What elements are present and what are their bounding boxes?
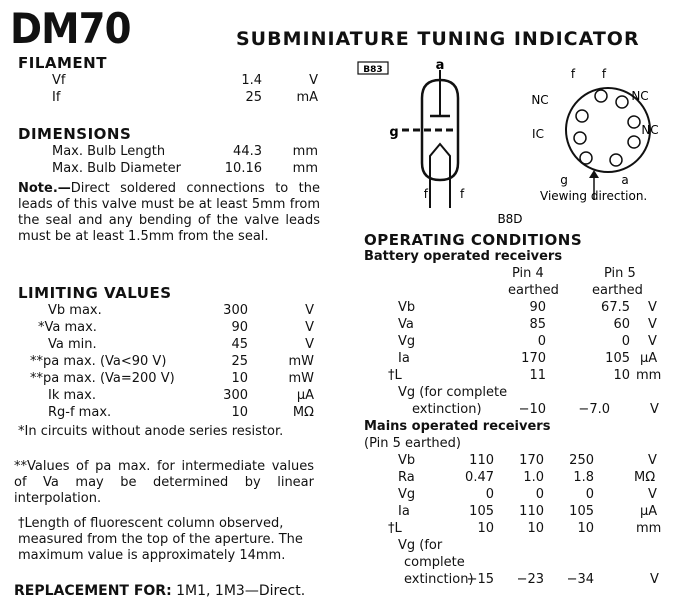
battery-value: 170 xyxy=(521,351,546,366)
mains-heading: Mains operated receivers xyxy=(364,419,551,434)
battery-value: 105 xyxy=(605,351,630,366)
dimensions-heading: DIMENSIONS xyxy=(18,125,132,143)
battery-value: 0 xyxy=(537,334,546,349)
mains-value: 1.8 xyxy=(573,470,594,485)
mains-extinction-label: Vg (for xyxy=(398,538,443,553)
limit-label: **pa max. (Va=200 V) xyxy=(30,371,175,386)
battery-unit: V xyxy=(648,317,657,332)
dimension-value: 10.16 xyxy=(224,161,262,176)
col-header-earthed: earthed xyxy=(508,283,559,298)
col-header-pin5: Pin 5 xyxy=(604,266,636,281)
base-label-f2: f xyxy=(601,67,607,81)
battery-unit: V xyxy=(648,334,657,349)
limit-value: 45 xyxy=(231,337,248,352)
mains-value: 0 xyxy=(535,487,544,502)
filament-unit: V xyxy=(309,73,318,88)
limit-label: Ik max. xyxy=(48,388,96,403)
base-pin xyxy=(610,154,622,166)
battery-unit: mm xyxy=(636,368,662,383)
mains-value: 10 xyxy=(477,521,494,536)
battery-label: Va xyxy=(398,317,414,332)
battery-value: 11 xyxy=(529,368,546,383)
limit-value: 300 xyxy=(223,303,248,318)
footnote-asterisk: *In circuits without anode series resistor. xyxy=(18,424,284,439)
mains-unit: µA xyxy=(640,504,658,519)
base-label-g: g xyxy=(560,173,568,187)
limit-value: 10 xyxy=(231,405,248,420)
mains-value: 0.47 xyxy=(465,470,494,485)
limit-unit: V xyxy=(305,337,314,352)
limit-value: 300 xyxy=(223,388,248,403)
mains-unit: mm xyxy=(636,521,662,536)
battery-label: †L xyxy=(388,368,402,383)
mains-extinction-value: −34 xyxy=(566,572,594,587)
battery-value: 0 xyxy=(621,334,630,349)
limit-label: *Va max. xyxy=(38,320,97,335)
limit-label: Va min. xyxy=(48,337,97,352)
battery-value: 10 xyxy=(613,368,630,383)
base-code: B8D xyxy=(497,212,523,226)
base-pin xyxy=(595,90,607,102)
limit-unit: V xyxy=(305,320,314,335)
mains-value: 0 xyxy=(585,487,594,502)
mains-unit: V xyxy=(648,487,657,502)
filament-label: If xyxy=(52,90,61,105)
battery-extinction-label: extinction) xyxy=(412,402,482,417)
mains-value: 10 xyxy=(577,521,594,536)
filament-heading: FILAMENT xyxy=(18,54,107,72)
col-header-earthed: earthed xyxy=(592,283,643,298)
dimension-label: Max. Bulb Diameter xyxy=(52,161,181,176)
battery-label: Ia xyxy=(398,351,410,366)
mains-label: Vb xyxy=(398,453,416,468)
filament-label: Vf xyxy=(52,73,66,88)
base-pin xyxy=(576,110,588,122)
dimensions-note xyxy=(18,181,320,245)
limit-unit: mW xyxy=(288,371,314,386)
mains-value: 170 xyxy=(519,453,544,468)
dimension-unit: mm xyxy=(292,161,318,176)
mains-value: 105 xyxy=(569,504,594,519)
mains-value: 110 xyxy=(469,453,494,468)
base-label-nc1: NC xyxy=(531,93,549,107)
filament-value: 1.4 xyxy=(241,73,262,88)
battery-value: 90 xyxy=(529,300,546,315)
page-title: DM70 xyxy=(10,4,131,53)
valve-diagram xyxy=(350,58,680,226)
mains-value: 110 xyxy=(519,504,544,519)
battery-value: 85 xyxy=(529,317,546,332)
footnote-double-asterisk: **Values of pa max. for intermediate values of Va may be determined by linear interpolation. xyxy=(14,459,314,506)
limit-unit: V xyxy=(305,303,314,318)
mains-extinction-value: −23 xyxy=(516,572,544,587)
limit-label: **pa max. (Va<90 V) xyxy=(30,354,167,369)
battery-value: 60 xyxy=(613,317,630,332)
base-label-ic: IC xyxy=(532,127,544,141)
mains-label: Ia xyxy=(398,504,410,519)
filament-value: 25 xyxy=(245,90,262,105)
base-pin xyxy=(616,96,628,108)
mains-extinction-value: −15 xyxy=(466,572,494,587)
limit-unit: mW xyxy=(288,354,314,369)
viewing-direction: Viewing direction. xyxy=(540,189,648,203)
operating-heading: OPERATING CONDITIONS xyxy=(364,231,583,249)
limit-value: 25 xyxy=(231,354,248,369)
battery-heading: Battery operated receivers xyxy=(364,249,563,264)
mains-value: 0 xyxy=(485,487,494,502)
mains-unit: V xyxy=(648,453,657,468)
limit-label: Rg-f max. xyxy=(48,405,112,420)
base-label-nc3: NC xyxy=(641,123,659,137)
battery-unit: µA xyxy=(640,351,658,366)
base-label-nc2: NC xyxy=(631,89,649,103)
mains-label: Ra xyxy=(398,470,415,485)
battery-extinction-value: −7.0 xyxy=(578,402,610,417)
base-pin xyxy=(580,152,592,164)
base-label-f1: f xyxy=(570,67,576,81)
battery-extinction-unit: V xyxy=(650,402,659,417)
mains-extinction-unit: V xyxy=(650,572,659,587)
mains-extinction-label: extinction) xyxy=(404,572,474,587)
replacement-label: REPLACEMENT FOR: xyxy=(14,583,172,599)
dimension-unit: mm xyxy=(292,144,318,159)
limit-label: Vb max. xyxy=(48,303,102,318)
col-header-pin4: Pin 4 xyxy=(512,266,544,281)
pin-label-f2: f xyxy=(460,187,465,201)
battery-value: 67.5 xyxy=(601,300,630,315)
base-pin xyxy=(628,136,640,148)
battery-label: Vb xyxy=(398,300,416,315)
replacement-value: 1M1, 1M3—Direct. xyxy=(176,583,306,599)
mains-label: Vg xyxy=(398,487,416,502)
limiting-heading: LIMITING VALUES xyxy=(18,284,172,302)
mains-unit: MΩ xyxy=(634,470,656,485)
base-pin xyxy=(574,132,586,144)
pin-label-a: a xyxy=(435,58,445,73)
badge-code: B83 xyxy=(363,65,383,75)
mains-value: 10 xyxy=(527,521,544,536)
limit-value: 90 xyxy=(231,320,248,335)
filament-wire xyxy=(430,144,450,208)
replacement-line xyxy=(14,583,305,599)
dimension-value: 44.3 xyxy=(233,144,262,159)
pin-label-g: g xyxy=(389,125,399,140)
mains-value: 105 xyxy=(469,504,494,519)
filament-unit: mA xyxy=(296,90,318,105)
page-subtitle: SUBMINIATURE TUNING INDICATOR xyxy=(236,28,640,50)
battery-unit: V xyxy=(648,300,657,315)
limit-unit: µA xyxy=(296,388,314,403)
limit-value: 10 xyxy=(231,371,248,386)
pin-label-f1: f xyxy=(423,187,428,201)
base-label-a: a xyxy=(621,173,629,187)
mains-value: 250 xyxy=(569,453,594,468)
base-pin xyxy=(628,116,640,128)
note-label: Note.— xyxy=(18,181,71,196)
battery-extinction-value: −10 xyxy=(518,402,546,417)
note-text: Direct soldered connections to the leads of this valve must be at least 5mm from the seal and any bending of the valve leads must be at least 1.5mm from the seal. xyxy=(18,181,320,244)
mains-label: †L xyxy=(388,521,402,536)
mains-value: 1.0 xyxy=(523,470,544,485)
dimension-label: Max. Bulb Length xyxy=(52,144,166,159)
battery-label: Vg xyxy=(398,334,416,349)
mains-subheading: (Pin 5 earthed) xyxy=(364,436,461,451)
battery-extinction-label: Vg (for complete xyxy=(398,385,508,400)
limit-unit: MΩ xyxy=(292,405,314,420)
footnote-dagger: †Length of fluorescent column observed, measured from the top of the aperture. The maximum value is approximately 14mm. xyxy=(18,516,303,563)
mains-extinction-label: complete xyxy=(404,555,465,570)
